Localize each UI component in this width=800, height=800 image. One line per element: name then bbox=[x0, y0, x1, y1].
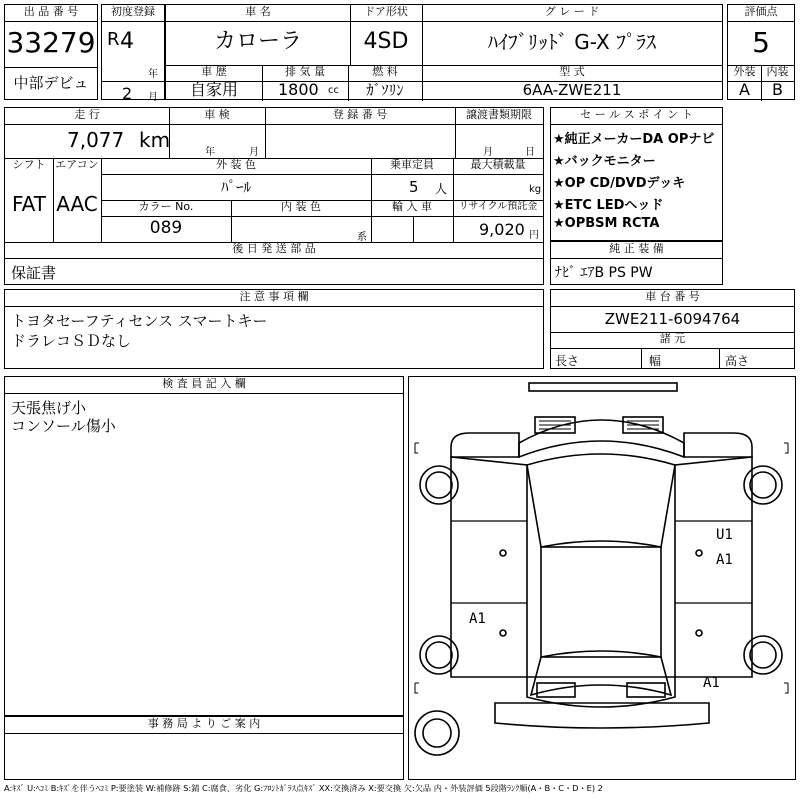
damage-mark: A1 bbox=[716, 552, 733, 568]
color-number-label: カラー No. bbox=[138, 200, 194, 213]
month-unit: 月 bbox=[148, 92, 158, 103]
sales-point-item: ★ETC LEDヘッド bbox=[553, 198, 664, 213]
spec-box bbox=[4, 107, 544, 285]
year-unit: 年 bbox=[148, 69, 158, 80]
lot-number: 33279 bbox=[6, 26, 96, 59]
displacement: 1800 bbox=[278, 81, 319, 99]
sales-point-item: ★OPBSM RCTA bbox=[553, 216, 660, 231]
max-load-unit: kg bbox=[529, 184, 542, 195]
score: 5 bbox=[752, 26, 770, 59]
ac: AAC bbox=[56, 192, 98, 216]
first-registration-box bbox=[101, 4, 165, 103]
office-label: 事 務 局 よ り ご 案 内 bbox=[147, 717, 261, 730]
model-label: 型 式 bbox=[559, 65, 585, 78]
displacement-label: 排 気 量 bbox=[285, 65, 325, 78]
grade-label: グ レ ー ド bbox=[544, 5, 600, 18]
history-label: 車 歴 bbox=[201, 65, 227, 78]
score-label: 評価点 bbox=[744, 5, 778, 18]
venue: 中部デビュ bbox=[13, 74, 89, 92]
first-registration-year: 4 bbox=[120, 29, 134, 54]
recycle-label: リサイクル預託金 bbox=[458, 201, 538, 212]
damage-diagram bbox=[408, 376, 796, 780]
recycle-fee: 9,020 bbox=[479, 220, 525, 239]
width-label: 幅 bbox=[649, 354, 662, 368]
mileage-label: 走 行 bbox=[74, 108, 100, 121]
notes-line: トヨタセーフティセンス スマートキー bbox=[11, 312, 268, 330]
inspector-box bbox=[4, 376, 404, 716]
fuel: ｶﾞｿﾘﾝ bbox=[366, 81, 404, 99]
notes-line: ドラレコＳＤなし bbox=[11, 332, 132, 350]
capacity-label: 乗車定員 bbox=[390, 158, 434, 171]
registration-number-label: 登 録 番 号 bbox=[332, 108, 388, 121]
exterior-grade-label: 外装 bbox=[733, 65, 756, 78]
sales-point-item: ★純正メーカーDA OPナビ bbox=[553, 132, 715, 147]
color-number: 089 bbox=[149, 218, 183, 238]
shift: FAT bbox=[11, 192, 46, 216]
chassis-number: ZWE211-6094764 bbox=[604, 310, 741, 328]
inspection-month-unit: 月 bbox=[249, 147, 259, 158]
capacity-unit: 人 bbox=[435, 182, 448, 196]
genuine-equipment: ﾅﾋﾞ ｴｱB PS PW bbox=[555, 265, 653, 281]
inspector-line: 天張焦げ小 bbox=[11, 399, 87, 417]
damage-mark: A1 bbox=[703, 675, 720, 691]
damage-mark: A1 bbox=[469, 611, 486, 627]
dimensions-label: 諸 元 bbox=[659, 332, 686, 345]
length-label: 長さ bbox=[555, 354, 580, 368]
history: 自家用 bbox=[189, 81, 238, 99]
sales-points-box bbox=[550, 107, 723, 241]
height-label: 高さ bbox=[725, 354, 750, 368]
later-parts: 保証書 bbox=[11, 264, 57, 282]
first-registration-label: 初度登録 bbox=[111, 5, 155, 18]
grade: ﾊｲﾌﾞﾘｯﾄﾞ G-X ﾌﾟﾗｽ bbox=[487, 30, 657, 54]
fuel-label: 燃 料 bbox=[372, 65, 398, 78]
legend: A:ｷｽﾞ U:ﾍｺﾐ B:ｷｽﾞを伴うﾍｺﾐ P:要塗装 W:補修跡 S:錆 C:腐食、劣化 G:ﾌﾛﾝﾄｶﾞﾗｽ点ｷｽﾞ XX:交換済み X:要交換 欠:欠品 内・外装評価 5段階ﾗﾝｸ順(A・B・C・D・E) 2 bbox=[4, 783, 603, 793]
exterior-color: ﾊﾟｰﾙ bbox=[220, 178, 251, 196]
first-registration-month: 2 bbox=[122, 84, 133, 103]
inspection-year-unit: 年 bbox=[205, 147, 215, 158]
ac-label: エアコン bbox=[55, 158, 99, 171]
shift-label: シフト bbox=[12, 158, 46, 171]
interior-grade: B bbox=[772, 81, 783, 99]
genuine-equipment-box bbox=[550, 241, 723, 285]
car-outline-icon bbox=[409, 377, 794, 778]
chassis-box bbox=[550, 289, 795, 369]
later-parts-label: 後 日 発 送 部 品 bbox=[232, 242, 316, 255]
inspection-label: 車 検 bbox=[204, 108, 230, 121]
mileage: 7,077 bbox=[67, 128, 125, 152]
era: R bbox=[107, 29, 120, 50]
genuine-equipment-label: 純 正 装 備 bbox=[609, 242, 664, 255]
lot-number-box bbox=[4, 4, 98, 100]
car-info-box bbox=[165, 4, 723, 100]
door-label: ドア形状 bbox=[364, 5, 408, 18]
interior-color-label: 内 装 色 bbox=[281, 200, 321, 213]
max-load-label: 最大積載量 bbox=[470, 158, 526, 171]
inspector-label: 検 査 員 記 入 欄 bbox=[162, 377, 246, 390]
notes-box bbox=[4, 289, 544, 369]
car-name: カローラ bbox=[213, 29, 302, 54]
sales-point-item: ★OP CD/DVDデッキ bbox=[553, 176, 686, 191]
capacity: 5 bbox=[409, 178, 419, 196]
sales-points-label: セ ー ル ス ポ イ ン ト bbox=[580, 108, 693, 121]
chassis-label: 車 台 番 号 bbox=[645, 290, 700, 303]
car-name-label: 車 名 bbox=[245, 5, 271, 18]
model: 6AA-ZWE211 bbox=[522, 81, 622, 99]
lot-number-label: 出 品 番 号 bbox=[23, 5, 79, 18]
sales-point-item: ★バックモニター bbox=[553, 154, 656, 169]
score-box bbox=[727, 4, 795, 100]
office-box bbox=[4, 716, 404, 780]
exterior-color-label: 外 装 色 bbox=[216, 158, 256, 171]
transfer-month-unit: 月 bbox=[483, 147, 493, 158]
transfer-day-unit: 日 bbox=[525, 147, 535, 158]
km-unit: km bbox=[139, 128, 171, 152]
interior-grade-label: 内装 bbox=[766, 65, 789, 78]
exterior-grade: A bbox=[739, 81, 750, 99]
yen-unit: 円 bbox=[529, 230, 539, 241]
interior-color-unit: 系 bbox=[357, 232, 367, 243]
transfer-deadline-label: 譲渡書類期限 bbox=[466, 108, 532, 121]
notes-label: 注 意 事 項 欄 bbox=[239, 290, 309, 303]
cc-unit: cc bbox=[328, 85, 339, 96]
inspector-line: コンソール傷小 bbox=[11, 417, 116, 435]
damage-mark: U1 bbox=[716, 527, 733, 543]
import-label: 輸 入 車 bbox=[392, 200, 432, 213]
door-type: 4SD bbox=[363, 29, 409, 54]
